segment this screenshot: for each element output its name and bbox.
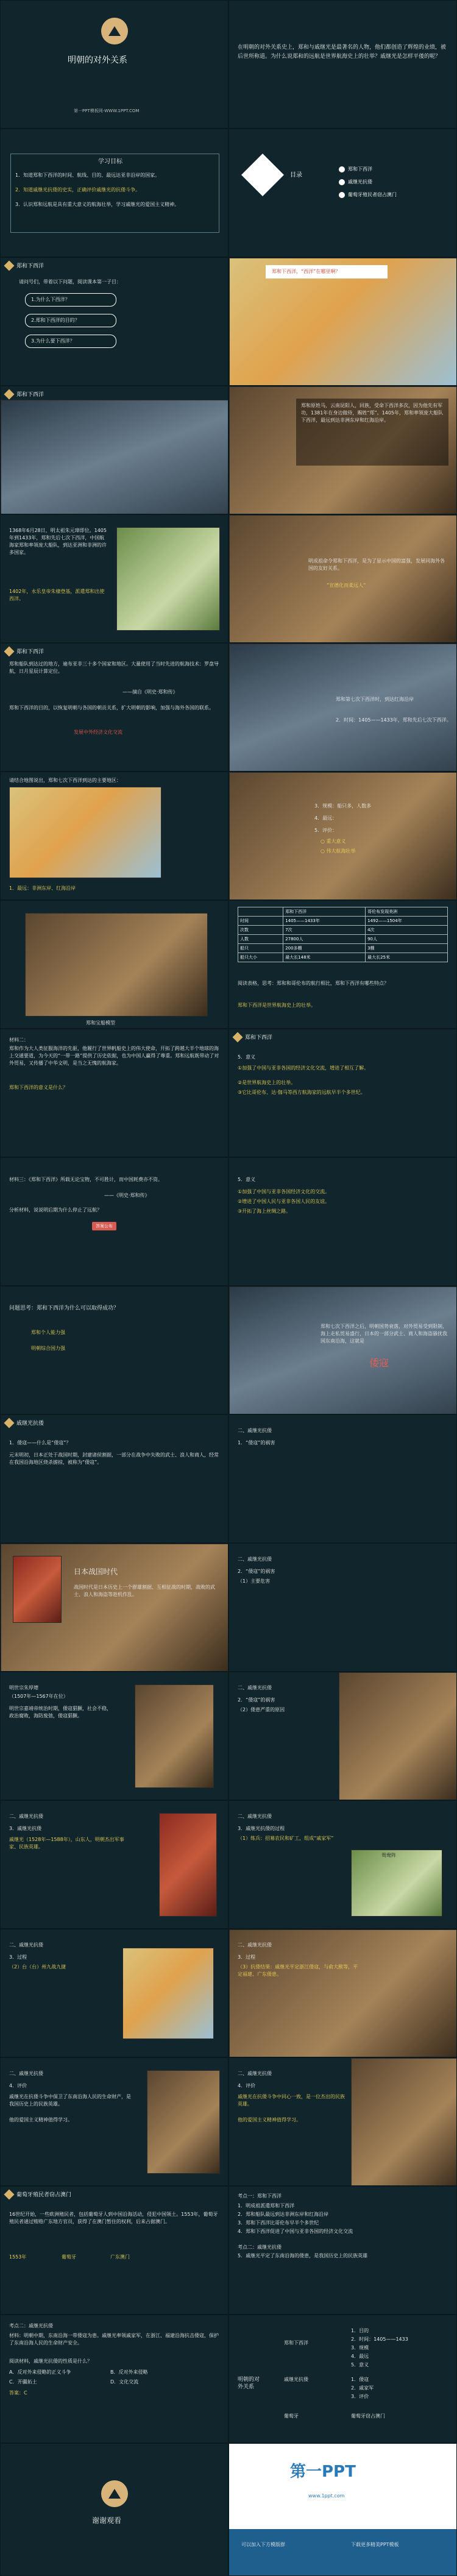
slide-map xyxy=(228,257,457,386)
opt-d[interactable]: D．文化交流 xyxy=(110,2379,139,2385)
brand-title: 第一PPT xyxy=(290,2463,356,2481)
diamond-icon xyxy=(4,1418,15,1428)
macau-year: 1553年 xyxy=(9,2254,27,2260)
purpose-answer: 郑和下西洋的目的，以恢复明朝与各国的朝贡关系，扩大明朝的影响，加强与海外各国的联系。 xyxy=(9,705,214,711)
goal-2: 2．知道戚继光抗倭的史实，正确评价戚继光的抗倭斗争。 xyxy=(15,187,141,193)
qi-portrait xyxy=(159,1813,217,1917)
slide-title xyxy=(0,0,228,129)
s2-1: 5．意义 xyxy=(238,1177,256,1182)
slide-toc xyxy=(228,129,457,257)
diamond-icon xyxy=(4,389,15,399)
harm2-sub: （1）主要危害 xyxy=(238,1578,271,1584)
scale-1: 3．规模：船只多，人数多 xyxy=(314,803,372,809)
scale-4: ○ 重大意义 xyxy=(321,839,346,844)
slide-fleet xyxy=(0,386,228,514)
sig-4: ③它比哥伦布、达·伽马等西方航海家的远航早半个多世纪。 xyxy=(238,1090,366,1095)
diamond-icon xyxy=(4,2189,15,2199)
slide-significance2 xyxy=(228,1157,457,1286)
harm-title: 二、戚继光抗倭 xyxy=(238,1428,272,1433)
emperor-title: 明世宗朱厚熜 xyxy=(9,1685,38,1691)
rv1-title: 考点一：郑和下西洋 xyxy=(238,2193,282,2199)
slide-intro xyxy=(228,0,457,129)
mm-l2: 戚继光抗倭 xyxy=(284,2377,308,2382)
goal-1: 1．知道郑和下西洋的时间、航线、目的、最远达亚非沿岸的国家。 xyxy=(15,172,160,178)
emperor-dates: （1507年—1567年在位） xyxy=(9,1694,68,1699)
toc-item-2[interactable]: 戚继光抗倭 xyxy=(339,179,397,185)
slide-macau xyxy=(0,2186,228,2315)
qi-item: 3．戚继光抗倭 xyxy=(9,1826,42,1831)
bullet-icon xyxy=(339,179,345,185)
material-cite: ——摘自《明史·郑和传》 xyxy=(122,689,178,695)
ev2-1: 4．评价 xyxy=(238,2083,256,2088)
res-title: 二、戚继光抗倭 xyxy=(238,1942,272,1948)
success-q: 问题思考：郑和下西洋为什么可以取得成功？ xyxy=(9,1305,119,1311)
goal-3: 3．认识郑和远航是具有重大意义的航海壮举，学习戚继光的爱国主义精神。 xyxy=(15,202,180,207)
slide-japan-era xyxy=(0,1543,228,1672)
slide-ships xyxy=(228,643,457,772)
slide-route-map xyxy=(0,772,228,900)
mm-r9: 葡萄牙窃占澳门 xyxy=(351,2413,385,2419)
slide-wokou-harm xyxy=(228,1414,457,1543)
compare-table xyxy=(238,907,448,962)
slide-harm2 xyxy=(228,1543,457,1672)
harm3-title: 二、戚继光抗倭 xyxy=(238,1685,272,1691)
ev2-title: 二、戚继光抗倭 xyxy=(238,2071,272,2076)
purpose-answer-red: 发展中外经济文化交流 xyxy=(74,729,122,735)
qi-text: 戚继光（1528年—1588年），山东人，明朝杰出军事家、民族英雄。 xyxy=(9,1837,124,1850)
td: 最大长25米 xyxy=(366,953,448,962)
td: 7次 xyxy=(283,926,366,935)
toc-item-1[interactable]: 郑和下西洋 xyxy=(339,166,397,172)
macau-place: 广东澳门 xyxy=(110,2254,130,2260)
slide-wokou-def xyxy=(0,1414,228,1543)
toc-badge: 目录 xyxy=(290,172,302,179)
tz-map xyxy=(122,1948,214,2039)
ships-text: 郑和第七次下西洋时，到达红海沿岸 xyxy=(336,697,414,702)
ev2-2: 戚继光在抗倭斗争中同心一致，是一位杰出的民族英雄。 xyxy=(238,2094,345,2107)
s2-3: ②增进了中国人民与亚非各国人民的友谊。 xyxy=(238,1199,330,1204)
statue-image xyxy=(147,2070,220,2174)
brand-line1: 可以加入下方模版群 xyxy=(241,2542,285,2547)
mm-r4: 4．最远 xyxy=(351,2354,369,2359)
slide-wokou-intro xyxy=(228,1286,457,1414)
wokou-text: 郑和七次下西洋之后，明朝国势衰落，对外贸易受到限制，海上走私贸易盛行，日本的一部分武士、商人和海盗骚扰我国东南沿海，这就是 xyxy=(321,1324,447,1344)
td: 最大长148米 xyxy=(283,953,366,962)
slide-material3 xyxy=(0,1157,228,1286)
macau-country: 葡萄牙 xyxy=(62,2254,76,2260)
emperor-text: 明世宗嘉靖帝统治时期，倭寇猖獗，社会不稳，政治腐败，海防废弛，倭寇猖獗。 xyxy=(9,1706,112,1719)
formation-tag: 鸳鸯阵 xyxy=(381,1853,396,1858)
success-a1: 郑和个人能力强 xyxy=(31,1330,65,1335)
wokou-bg xyxy=(229,1286,457,1414)
tz-sub: （2）台（台）州九战九捷 xyxy=(9,1964,66,1970)
ships-time: 2．时间：1405——1433年，郑和先后七次下西洋。 xyxy=(336,717,452,723)
japan-text: 战国时代是日本历史上一个群雄割据、互相征战的时期，战败的武士、浪人和海盗等趁机作乱。 xyxy=(74,1584,215,1597)
slide-material xyxy=(0,643,228,772)
material-text: 郑和船队到达过的地方，遍布亚非三十多个国家和地区。大量使用了当时先进的航海技术：罗盘导航，日月星辰计算定位。 xyxy=(9,661,219,674)
qi-title: 二、戚继光抗倭 xyxy=(9,1814,43,1819)
ev2-3: 他的爱国主义精神值得学习。 xyxy=(238,2117,301,2123)
goals-title: 学习目标 xyxy=(98,158,122,165)
th: 哥伦布发现美洲 xyxy=(366,907,448,917)
success-a2: 明朝综合国力强 xyxy=(31,1346,65,1351)
slide-evaluation xyxy=(0,2057,228,2186)
brand-url[interactable]: www.1ppt.com xyxy=(308,2493,345,2499)
slide-success xyxy=(0,1286,228,1414)
harm2-item: 2．“倭寇”的祸害 xyxy=(238,1569,275,1574)
train-title: 二、戚继光抗倭 xyxy=(238,1814,272,1819)
slide-scale xyxy=(228,772,457,900)
m2-q: 郑和下西洋的意义是什么？ xyxy=(9,1085,68,1090)
route-q: 请结合地图说出，郑和七次下西洋到达的主要地区： xyxy=(9,778,121,783)
purpose-quote: “宣德化而柔远人” xyxy=(327,583,366,588)
ship-model-label: 郑和宝船模型 xyxy=(86,1020,115,1026)
slide-taizhou xyxy=(0,1929,228,2057)
rv2-title: 考点二：戚继光抗倭 xyxy=(9,2323,53,2329)
slide-goals xyxy=(0,129,228,257)
scale-bg xyxy=(229,772,457,900)
mm-l1: 郑和下西洋 xyxy=(284,2340,308,2346)
toc-diamond-icon xyxy=(241,154,284,196)
opt-b[interactable]: B．反对外来侵略 xyxy=(110,2369,148,2375)
sig-1: 5．意义 xyxy=(238,1054,256,1060)
mm-l3: 葡萄牙 xyxy=(284,2413,299,2419)
ev-1: 4．评价 xyxy=(9,2083,27,2088)
mm-r7: 2．戚家军 xyxy=(351,2385,374,2391)
rv1-1: 1．明成祖派遣郑和下西洋 xyxy=(238,2203,295,2209)
samurai-image xyxy=(13,1556,62,1623)
mm-center: 明朝的对外关系 xyxy=(238,2377,260,2390)
td: 船只 xyxy=(238,944,283,953)
section-header: 郑和下西洋 xyxy=(234,1033,272,1041)
slide-brand xyxy=(228,2443,457,2576)
fleet-image xyxy=(1,400,228,514)
td: 时间 xyxy=(238,917,283,926)
compare-q: 阅读表格，思考：郑和和哥伦布的航行相比，郑和下西洋有哪些特点？ xyxy=(238,981,389,986)
harm-item: 1．“倭寇”的祸害 xyxy=(238,1440,275,1446)
diamond-icon xyxy=(4,260,15,271)
bio-text: 郑和原姓马，云南昆阳人，回族，受命下西洋多次，因为他先有军功，1381年在身边做侍，赐姓“郑”。1405年，郑和率领庞大船队下西洋，最远到达非洲东岸和红海沿岸。 xyxy=(301,403,444,423)
tz-title: 二、戚继光抗倭 xyxy=(9,1942,43,1948)
emperor-portrait xyxy=(135,1684,214,1788)
route-cap: 1．最远：非洲东岸、红海沿岸 xyxy=(9,885,76,891)
slide-significance xyxy=(228,1029,457,1157)
purpose-image xyxy=(229,515,457,643)
q3: 3.为什么要下西洋？ xyxy=(31,338,75,344)
td: 次数 xyxy=(238,926,283,935)
brand-footer xyxy=(229,2529,457,2576)
purpose-text: 明成祖命令郑和下西洋，是为了显示中国的富强，发展同海外各国的友好关系。 xyxy=(308,558,445,571)
mm-r6: 1．倭寇 xyxy=(351,2377,369,2382)
harm3-sub: （2）倭患严重的原因 xyxy=(238,1707,285,1712)
td: 1492——1504年 xyxy=(366,917,448,926)
intro-text: 在明朝的对外关系史上，郑和与戚继光是最著名的人物，他们都创造了辉煌的业绩，被后世所称道。为什么说郑和的远航是世界航海史上的壮举？戚继光是怎样平倭的呢？ xyxy=(238,44,447,60)
timeline-sub: 1402年，永乐皇帝朱棣登基，派遣郑和出使西洋。 xyxy=(9,589,105,601)
wokou-red: 倭寇 xyxy=(369,1357,389,1369)
td: 27800人 xyxy=(283,935,366,944)
td: 200多艘 xyxy=(283,944,366,953)
m3-q: 分析材料，说说明后期为什么停止了远航？ xyxy=(9,1207,102,1213)
bullet-icon xyxy=(339,192,345,198)
logo-icon xyxy=(101,2480,128,2507)
slide-qijiguang xyxy=(0,1800,228,1929)
mm-r8: 3．评价 xyxy=(351,2394,369,2399)
def-1: 1．倭寇——什么是“倭寇”？ xyxy=(9,1440,71,1446)
logo-icon xyxy=(101,18,128,44)
slide-evaluation2 xyxy=(228,2057,457,2186)
mm-r1: 1．目的 xyxy=(351,2328,369,2333)
sig-2: ①加强了中国与亚非各国的经济文化交流，增进了相互了解。 xyxy=(238,1065,369,1071)
harm3-item: 2．“倭寇”的祸害 xyxy=(238,1697,275,1703)
harm3-image xyxy=(339,1672,457,1800)
train-item: 3．戚继光抗倭的过程 xyxy=(238,1826,285,1831)
slide-emperor xyxy=(0,1672,228,1800)
s2-2: ①加强了中国与亚非各国经济文化的交流。 xyxy=(238,1189,330,1194)
ev-3: 他的爱国主义精神值得学习。 xyxy=(9,2117,73,2123)
scale-3: 5．评价： xyxy=(314,828,338,833)
section-header: 郑和下西洋 xyxy=(5,390,44,398)
slide-thanks xyxy=(0,2443,228,2576)
japan-title: 日本战国时代 xyxy=(74,1567,118,1576)
mm-r5: 5．意义 xyxy=(351,2362,369,2368)
macau-text: 16世纪开始，一些欧洲殖民者，包括葡萄牙人到中国沿海活动，侵犯中国领土。1553年，葡萄牙殖民者通过贿赂广东地方官员，获得了在澳门暂住的权利，后来占据澳门。 xyxy=(9,2212,218,2224)
res-2: （3）抗倭结果：戚继光平定浙江倭寇，与俞大猷等，平定福建、广东倭患。 xyxy=(238,1964,358,1977)
rv1-5: 考点二：戚继光抗倭 xyxy=(238,2244,282,2250)
question-intro: 请问号们，带着以下问题，阅读课本第一子目： xyxy=(19,279,121,285)
section-header: 郑和下西洋 xyxy=(5,647,44,655)
route-map-image xyxy=(9,787,161,878)
res-1: 3．过程 xyxy=(238,1954,256,1960)
rv2-ans: 答案：C xyxy=(9,2390,27,2396)
slide-zhenghe-bio xyxy=(228,386,457,514)
rv1-3: 3．郑和下西洋比哥伦布早半个多世纪 xyxy=(238,2220,319,2226)
td: 船只大小 xyxy=(238,953,283,962)
ships-image xyxy=(229,644,457,772)
slide-compare xyxy=(228,900,457,1029)
harm2-title: 二、戚继光抗倭 xyxy=(238,1556,272,1562)
m2-text: 郑和作为大人类征服海洋的先驱，他履行了世界帆船史上的伟大使命，开拓了跨越大半个地球的海上交通要道，为今天的“一带一路”提供了历史依据，也为中国人赢得了尊重。郑和远航既带动了对外贸易，又传播了中华文明，是当之无愧的航海家。 xyxy=(9,1046,219,1066)
slide-timeline xyxy=(0,514,228,643)
q1: 1.为什么下西洋？ xyxy=(31,297,70,302)
scale-2: 4．最远： xyxy=(314,815,338,821)
opt-a[interactable]: A．反对外来侵略的正义斗争 xyxy=(9,2369,71,2375)
formation-image xyxy=(351,1850,442,1917)
td: 1405——1433年 xyxy=(283,917,366,926)
slide-material2 xyxy=(0,1029,228,1157)
td: 3艘 xyxy=(366,944,448,953)
th xyxy=(238,907,283,917)
bullet-icon xyxy=(339,166,345,172)
slide-review1 xyxy=(228,2186,457,2315)
mm-r2: 2．时间：1405——1433 xyxy=(351,2336,408,2342)
train-sub: （1）练兵：招募农民和矿工，组成“戚家军” xyxy=(238,1836,334,1841)
rv2-text: 材料：明朝中期，东南沿海一带倭寇为患。戚继光率领戚家军，在浙江、福建沿海抗击倭寇，保护了东南沿海人民的生命财产安全。 xyxy=(9,2333,219,2346)
slide-purpose xyxy=(228,514,457,643)
def-2: 元末明初，日本正处于战国时期，封建诸侯割据，一部分在战争中失败的武士、浪人和商人，经常在我国沿海地区烧杀掳掠，被称为“倭寇”。 xyxy=(9,1452,219,1465)
ev2-image xyxy=(351,2058,457,2186)
thanks-text: 谢谢观看 xyxy=(92,2516,122,2525)
toc-item-3[interactable]: 葡萄牙殖民者窃占澳门 xyxy=(339,191,397,198)
slide-result xyxy=(228,1929,457,2057)
compare-a: 郑和下西洋是世界航海史上的壮举。 xyxy=(238,1002,316,1008)
ship-model-image xyxy=(25,913,208,1017)
slide-review2 xyxy=(0,2315,228,2443)
q2: 2.郑和下西洋的目的？ xyxy=(31,318,80,323)
m2-title: 材料二： xyxy=(9,1037,29,1043)
td: 人数 xyxy=(238,935,283,944)
region-map xyxy=(116,527,220,631)
slide-ship-model xyxy=(0,900,228,1029)
rv1-4: 4．郑和下西洋促进了中国与亚非各国的经济文化交流 xyxy=(238,2229,353,2234)
brand-line2: 下载更多精美PPT模板 xyxy=(351,2542,399,2547)
slide-harm3 xyxy=(228,1672,457,1800)
rv2-q: 阅读材料，戚继光抗倭的性质是什么？ xyxy=(9,2358,92,2364)
opt-c[interactable]: C．开疆拓土 xyxy=(9,2379,37,2385)
tz-item: 3．过程 xyxy=(9,1954,27,1960)
diamond-icon xyxy=(233,1032,243,1042)
td: 4次 xyxy=(366,926,448,935)
footer: 第一PPT模板网-WWW.1PPT.COM xyxy=(74,108,140,113)
mm-r3: 3．规模 xyxy=(351,2345,369,2351)
slide-title-text: 明朝的对外关系 xyxy=(68,55,127,65)
m3-cite: ——《明史·郑和传》 xyxy=(104,1193,150,1198)
rv1-2: 2．郑和船队最远到达非洲东岸和红海沿岸 xyxy=(238,2212,329,2217)
section-header: 郑和下西洋 xyxy=(5,261,44,269)
td: 90人 xyxy=(366,935,448,944)
sig-3: ②是世界航海史上的壮举。 xyxy=(238,1080,296,1085)
m3-text: 材料三：《郑和下西洋》所载无论宝物，不可胜计，而中国耗费亦不资。 xyxy=(9,1177,163,1182)
timeline-text: 1368年6月28日，明太祖朱元璋即位。1405年到1433年，郑和先后七次下西洋，中国航海家郑和率领庞大船队，到达亚洲和非洲的许多国家。 xyxy=(9,528,107,555)
scale-5: ○ 伟大航海壮举 xyxy=(321,848,356,854)
section-header: 葡萄牙殖民者窃占澳门 xyxy=(5,2190,71,2198)
s2-4: ③开拓了海上丝绸之路。 xyxy=(238,1208,291,1214)
answer-button[interactable]: 答案公布 xyxy=(92,1222,116,1230)
slide-mindmap xyxy=(228,2315,457,2443)
ev-2: 戚继光在抗倭斗争中保卫了东南沿海人民的生命财产，是我国历史上的民族英雄。 xyxy=(9,2094,131,2107)
slide-questions xyxy=(0,257,228,386)
diamond-icon xyxy=(4,646,15,656)
slide-training xyxy=(228,1800,457,1929)
section-header: 戚继光抗倭 xyxy=(5,1419,44,1427)
rv1-6: 5．戚继光平定了东南沿海的倭患，是我国历史上的民族英雄 xyxy=(238,2253,368,2258)
bubble-text: 郑和下西洋，“西洋”在哪里啊？ xyxy=(272,269,341,274)
ev-title: 二、戚继光抗倭 xyxy=(9,2071,43,2076)
th: 郑和下西洋 xyxy=(283,907,366,917)
